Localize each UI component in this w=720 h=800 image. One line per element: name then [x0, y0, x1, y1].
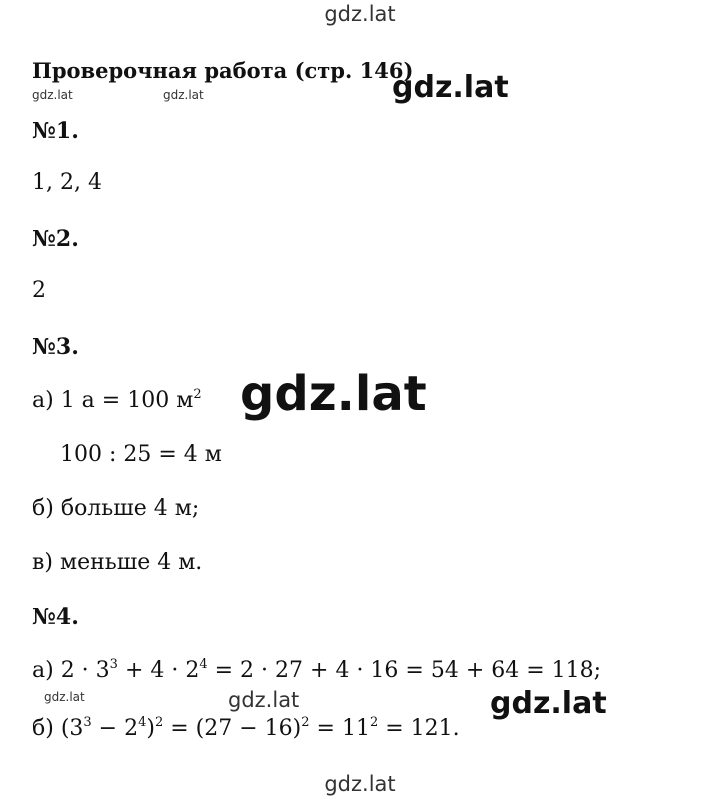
watermark-center: gdz.lat — [240, 366, 427, 422]
task4-b-part3: ) — [146, 716, 155, 741]
task4-b-part4: = (27 − 16) — [163, 716, 302, 741]
task4-b-exp5: 2 — [369, 715, 379, 730]
task4-b-part2: − 2 — [91, 716, 139, 741]
task4-b-part5: = 11 — [309, 716, 370, 741]
task2-answer: 2 — [32, 278, 46, 303]
watermark-right: gdz.lat — [490, 686, 607, 721]
watermark-title: gdz.lat — [392, 70, 509, 105]
task3-heading: №3. — [32, 334, 79, 360]
task4-b-exp4: 2 — [301, 715, 310, 730]
task4-a-part1: а) 2 · 3 — [32, 658, 110, 683]
watermark-small-2: gdz.lat — [163, 88, 204, 102]
task4-b-part1: б) (3 — [32, 716, 84, 741]
task4-b-exp1: 3 — [83, 715, 92, 730]
task4-b-exp2: 4 — [138, 715, 147, 730]
page-title: Проверочная работа (стр. 146) — [32, 58, 414, 83]
task4-a-part2: + 4 · 2 — [117, 658, 200, 683]
task4-a-exp1: 3 — [109, 657, 118, 672]
task2-heading: №2. — [32, 226, 79, 252]
task3-a-exponent: 2 — [193, 387, 202, 402]
watermark-small-1: gdz.lat — [32, 88, 73, 102]
task3-a-calc: 100 : 25 = 4 м — [60, 442, 222, 467]
task4-b — [32, 716, 460, 741]
task4-a — [32, 658, 601, 683]
task4-b-exp3: 2 — [154, 715, 164, 730]
watermark-mid: gdz.lat — [228, 688, 300, 712]
task4-a-part3: = 2 · 27 + 4 · 16 = 54 + 64 = 118; — [207, 658, 602, 683]
task4-a-exp2: 4 — [199, 657, 208, 672]
task4-heading: №4. — [32, 604, 79, 630]
task3-c: в) меньше 4 м. — [32, 550, 203, 575]
task1-heading: №1. — [32, 118, 79, 144]
task3-a — [32, 388, 202, 413]
watermark-bottom: gdz.lat — [324, 772, 396, 796]
task4-b-part6: = 121. — [378, 716, 460, 741]
watermark-top: gdz.lat — [324, 2, 396, 26]
task3-b: б) больше 4 м; — [32, 496, 200, 521]
watermark-small-3: gdz.lat — [44, 690, 85, 704]
task3-a-text: а) 1 а = 100 м — [32, 388, 194, 413]
task1-answer: 1, 2, 4 — [32, 170, 102, 195]
